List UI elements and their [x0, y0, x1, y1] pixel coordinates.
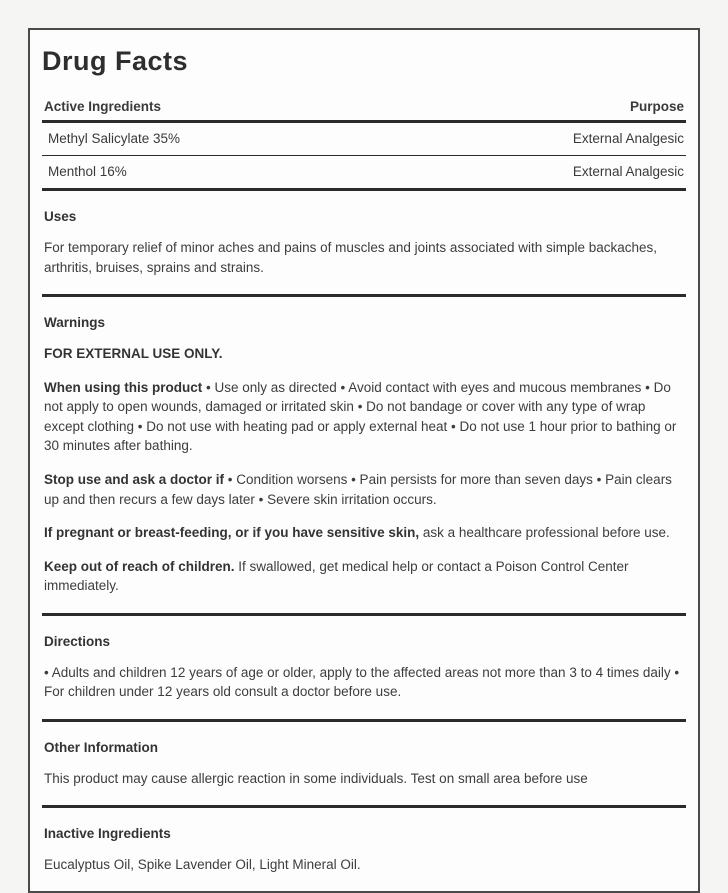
directions-heading: Directions [44, 633, 111, 649]
directions-text: • Adults and children 12 years of age or older, apply to the affected areas not more than 3 to 4 times daily • For children under 12 years old consult a doctor before use. [44, 664, 680, 700]
stop-use-lead: Stop use and ask a doctor if [44, 471, 225, 487]
section-divider [42, 613, 686, 616]
children-warning [44, 557, 684, 596]
purpose-column-header: Purpose [629, 99, 684, 114]
other-information-section [42, 740, 686, 789]
when-using-lead: When using this product [44, 379, 203, 395]
drug-facts-panel [28, 28, 700, 893]
pregnancy-warning [44, 523, 684, 543]
external-use-warning [44, 344, 684, 364]
ingredient-purpose: External Analgesic [572, 164, 684, 179]
active-ingredients-header-row [42, 95, 686, 123]
pregnancy-lead: If pregnant or breast-feeding, or if you have sensitive skin, [44, 525, 420, 541]
other-information-text: This product may cause allergic reaction in some individuals. Test on small area before use [44, 770, 588, 786]
external-use-warning-text: FOR EXTERNAL USE ONLY. [44, 346, 223, 362]
directions-section [42, 634, 686, 702]
when-using-warning [44, 378, 684, 456]
children-text: If swallowed, get medical help or contact a Poison Control Center immediately. [44, 558, 629, 594]
active-ingredients-table [42, 95, 686, 191]
warnings-heading: Warnings [44, 315, 106, 331]
when-using-text: • Use only as directed • Avoid contact with eyes and mucous membranes • Do not apply to open wounds, damaged or irritated skin • Do not bandage or cover with any type of wrap except clothing • Do not use with heating pad or apply external heat • Do not use 1 hour prior to bathing or 30 minutes after bathing. [44, 379, 677, 454]
table-row [42, 123, 686, 156]
section-divider [42, 719, 686, 722]
uses-section [42, 209, 686, 277]
stop-use-warning [44, 470, 684, 509]
ingredient-purpose: External Analgesic [572, 131, 684, 146]
section-divider [42, 294, 686, 297]
section-divider [42, 805, 686, 808]
uses-heading: Uses [44, 209, 77, 224]
stop-use-text: • Condition worsens • Pain persists for more than seven days • Pain clears up and then recurs a few days later • Severe skin irritation occurs. [44, 471, 672, 507]
active-ingredients-column-header: Active Ingredients [44, 99, 162, 114]
ingredient-name: Menthol 16% [48, 164, 127, 179]
table-row [42, 156, 686, 191]
inactive-ingredients-heading: Inactive Ingredients [44, 826, 171, 842]
ingredient-name: Methyl Salicylate 35% [48, 131, 181, 146]
uses-text: For temporary relief of minor aches and pains of muscles and joints associated with simple backaches, arthritis, bruises, sprains and strains. [44, 240, 658, 275]
children-lead: Keep out of reach of children. [44, 558, 235, 574]
inactive-ingredients-text: Eucalyptus Oil, Spike Lavender Oil, Light Mineral Oil. [44, 857, 361, 873]
warnings-section [42, 315, 686, 596]
inactive-ingredients-section [42, 826, 686, 875]
drug-facts-title: Drug Facts [42, 46, 189, 76]
pregnancy-text: ask a healthcare professional before use. [419, 525, 670, 541]
other-information-heading: Other Information [44, 739, 158, 755]
